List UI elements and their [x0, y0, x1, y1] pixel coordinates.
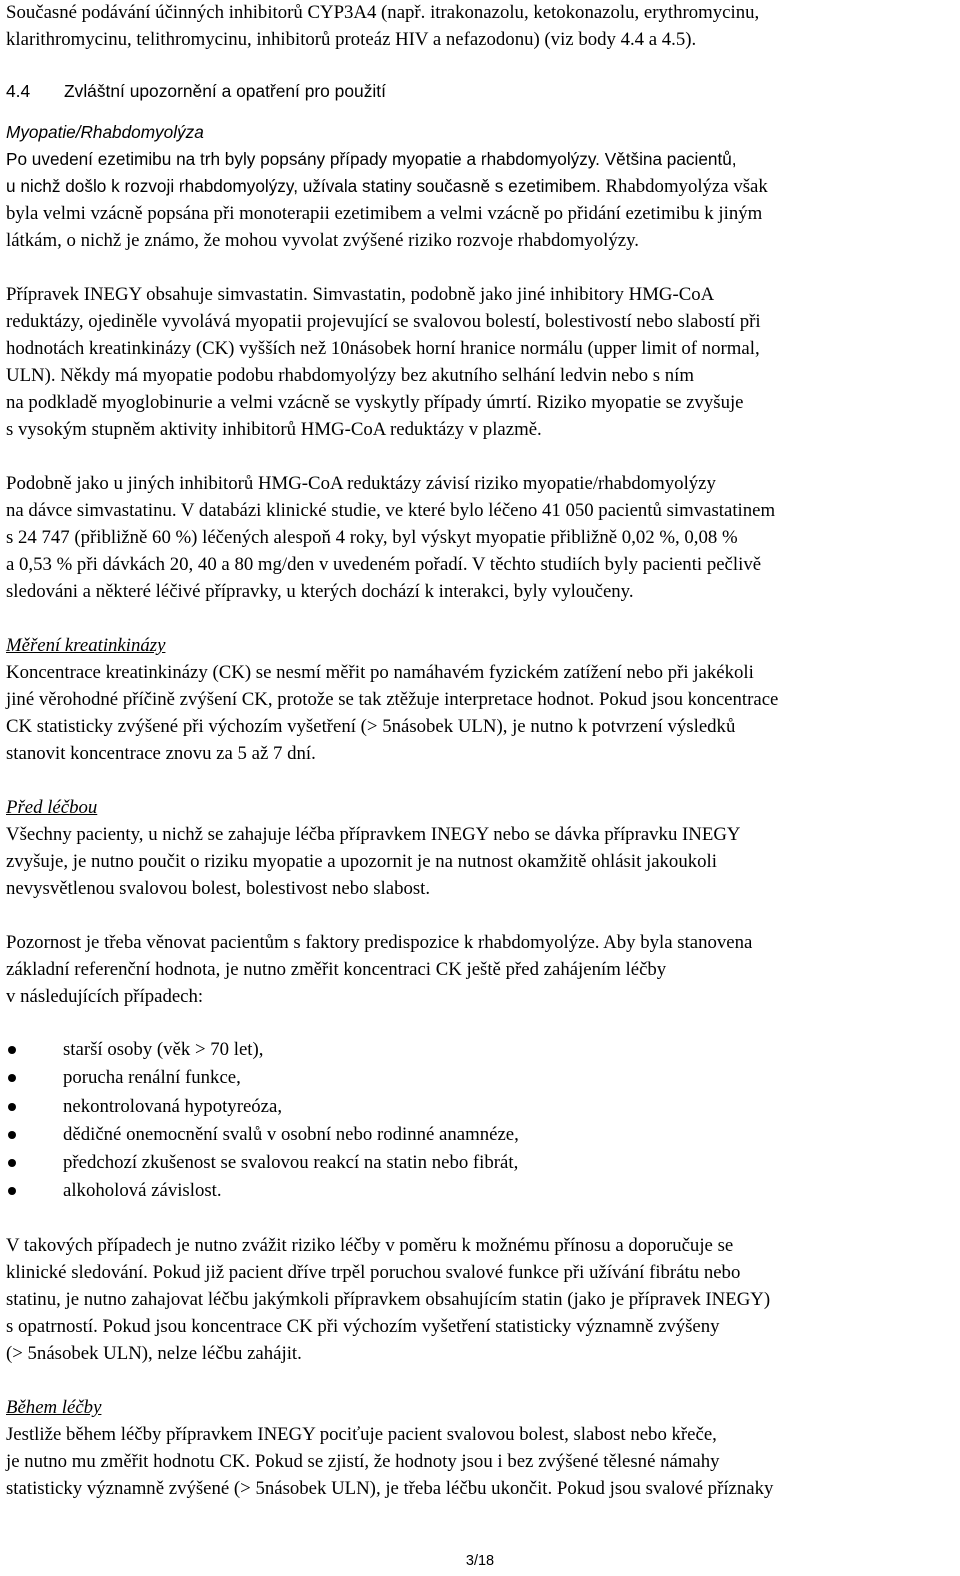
bullet-icon — [8, 1074, 16, 1082]
document-page — [6, 0, 954, 1502]
text-line: hodnotách kreatinkinázy (CK) vyšších než 10násobek horní hranice normálu (upper limit of normal, — [6, 338, 760, 359]
text-line: statinu, je nutno zahajovat léčbu jakýmkoli přípravkem obsahujícím statin (jako je přípravek INEGY) — [6, 1288, 771, 1310]
bullet-icon — [8, 1159, 16, 1167]
text-line: reduktázy, ojediněle vyvolává myopatii projevující se svalovou bolestí, bolestivostí nebo slabostí při — [6, 311, 761, 332]
text-line: látkám, o nichž je známo, že mohou vyvolat zvýšené riziko rozvoje rhabdomyolýzy. — [6, 230, 639, 251]
caution-paragraph — [6, 929, 954, 1010]
text-line: s 24 747 (přibližně 60 %) léčených alespoň 4 roky, byl výskyt myopatie přibližně 0,02 %, 0,08 % — [6, 527, 738, 548]
list-item — [6, 1036, 954, 1064]
text-line: (> 5násobek ULN), nelze léčbu zahájit. — [6, 1342, 302, 1364]
dose-paragraph — [6, 470, 954, 605]
text-line: na dávce simvastatinu. V databázi klinické studie, ve které bylo léčeno 41 050 pacientů simvastatinem — [6, 500, 776, 521]
text-line: v následujících případech: — [6, 986, 204, 1007]
list-item-text: předchozí zkušenost se svalovou reakcí na statin nebo fibrát, — [63, 1152, 519, 1174]
text-line: Přípravek INEGY obsahuje simvastatin. Simvastatin, podobně jako jiné inhibitory HMG-CoA — [6, 284, 715, 305]
text-line: základní referenční hodnota, je nutno změřit koncentraci CK ještě před zahájením léčby — [6, 959, 667, 980]
text-line: CK statisticky zvýšené při výchozím vyšetření (> 5násobek ULN), je nutno k potvrzení výsledků — [6, 716, 736, 737]
during-treatment-heading: Během léčby — [6, 1396, 102, 1418]
text-line: na podkladě myoglobinurie a velmi vzácně se vyskytly případy úmrtí. Riziko myopatie se zvyšuje — [6, 392, 744, 413]
text-line: sledováni a některé léčivé přípravky, u kterých dochází k interakci, byly vyloučeny. — [6, 581, 634, 602]
myopathy-section — [6, 119, 954, 254]
list-item-text: alkoholová závislost. — [63, 1180, 222, 1202]
list-item-text: porucha renální funkce, — [63, 1067, 241, 1089]
text-line: a 0,53 % při dávkách 20, 40 a 80 mg/den v uvedeném pořadí. V těchto studiích byly pacienti pečlivě — [6, 554, 762, 575]
intro-paragraph — [6, 0, 954, 53]
section-heading — [6, 78, 954, 105]
text-line: zvyšuje, je nutno poučit o riziku myopatie a upozornit je na nutnost okamžitě ohlásit jakoukoli — [6, 851, 717, 872]
text-line: Současné podávání účinných inhibitorů CYP3A4 (např. itrakonazolu, ketokonazolu, erythromycinu, — [6, 2, 760, 23]
text-line: nevysvětlenou svalovou bolest, bolestivost nebo slabost. — [6, 878, 431, 899]
text-line: stanovit koncentrace znovu za 5 až 7 dní. — [6, 743, 316, 764]
bullet-icon — [8, 1046, 16, 1054]
text-span: u nichž došlo k rozvoji rhabdomyolýzy, užívala statiny současně s ezetimibem. — [6, 176, 601, 196]
list-item — [6, 1149, 954, 1177]
text-line: je nutno mu změřit hodnotu CK. Pokud se zjistí, že hodnoty jsou i bez zvýšené tělesné námahy — [6, 1450, 720, 1472]
text-line: ULN). Někdy má myopatie podobu rhabdomyolýzy bez akutního selhání ledvin nebo s ním — [6, 365, 694, 386]
text-line: klarithromycinu, telithromycinu, inhibitorů proteáz HIV a nefazodonu) (viz body 4.4 a 4.5). — [6, 29, 697, 50]
text-line: V takových případech je nutno zvážit riziko léčby v poměru k možnému přínosu a doporučuje se — [6, 1234, 734, 1256]
risk-paragraph — [6, 1232, 954, 1367]
before-treatment-section — [6, 794, 954, 902]
list-item — [6, 1064, 954, 1092]
text-span: Rhabdomyolýza však — [600, 176, 768, 197]
bullet-icon — [8, 1103, 16, 1111]
during-treatment-section — [6, 1394, 954, 1502]
text-line: byla velmi vzácně popsána při monoterapii ezetimibem a velmi vzácně po přidání ezetimibu k jiným — [6, 203, 763, 224]
text-line: statisticky významně zvýšené (> 5násobek ULN), je třeba léčbu ukončit. Pokud jsou svalové příznaky — [6, 1477, 774, 1499]
text-line: Všechny pacienty, u nichž se zahajuje léčba přípravkem INEGY nebo se dávka přípravku INEGY — [6, 824, 741, 845]
text-line: Pozornost je třeba věnovat pacientům s faktory predispozice k rhabdomyolýze. Aby byla stanovena — [6, 932, 753, 953]
page-number: 3/18 — [465, 1553, 495, 1569]
list-item-text: dědičné onemocnění svalů v osobní nebo rodinné anamnéze, — [63, 1123, 519, 1145]
bullet-icon — [8, 1187, 16, 1195]
text-line: klinické sledování. Pokud již pacient dříve trpěl poruchou svalové funkce při užívání fibrátu nebo — [6, 1261, 741, 1283]
simvastatin-paragraph — [6, 281, 954, 443]
list-item — [6, 1121, 954, 1149]
ck-measure-section — [6, 632, 954, 767]
myopathy-heading: Myopatie/Rhabdomyolýza — [6, 122, 204, 142]
section-number: 4.4 — [6, 81, 31, 101]
text-line: Jestliže během léčby přípravkem INEGY pociťuje pacient svalovou bolest, slabost nebo křeče, — [6, 1423, 717, 1445]
text-line: Podobně jako u jiných inhibitorů HMG-CoA reduktázy závisí riziko myopatie/rhabdomyolýzy — [6, 473, 716, 494]
text-line: jiné věrohodné příčině zvýšení CK, protože se tak ztěžuje interpretace hodnot. Pokud jsou koncentrace — [6, 689, 779, 710]
before-treatment-heading: Před léčbou — [6, 797, 98, 818]
text-line: s opatrností. Pokud jsou koncentrace CK při výchozím vyšetření statisticky významně zvýšeny — [6, 1315, 720, 1337]
text-line: s vysokým stupněm aktivity inhibitorů HMG-CoA reduktázy v plazmě. — [6, 419, 542, 440]
text-line: Po uvedení ezetimibu na trh byly popsány případy myopatie a rhabdomyolýzy. Většina pacientů, — [6, 149, 737, 169]
list-item-text: nekontrolovaná hypotyreóza, — [63, 1095, 283, 1117]
risk-factor-list — [6, 1036, 954, 1206]
text-line-mixed — [6, 173, 954, 200]
list-item — [6, 1093, 954, 1121]
section-title: Zvláštní upozornění a opatření pro použití — [64, 81, 386, 101]
text-line: Koncentrace kreatinkinázy (CK) se nesmí měřit po namáhavém fyzickém zatížení nebo při jakékoli — [6, 662, 754, 683]
ck-measure-heading: Měření kreatinkinázy — [6, 635, 166, 656]
bullet-icon — [8, 1131, 16, 1139]
list-item-text: starší osoby (věk > 70 let), — [63, 1039, 264, 1060]
list-item — [6, 1177, 954, 1205]
